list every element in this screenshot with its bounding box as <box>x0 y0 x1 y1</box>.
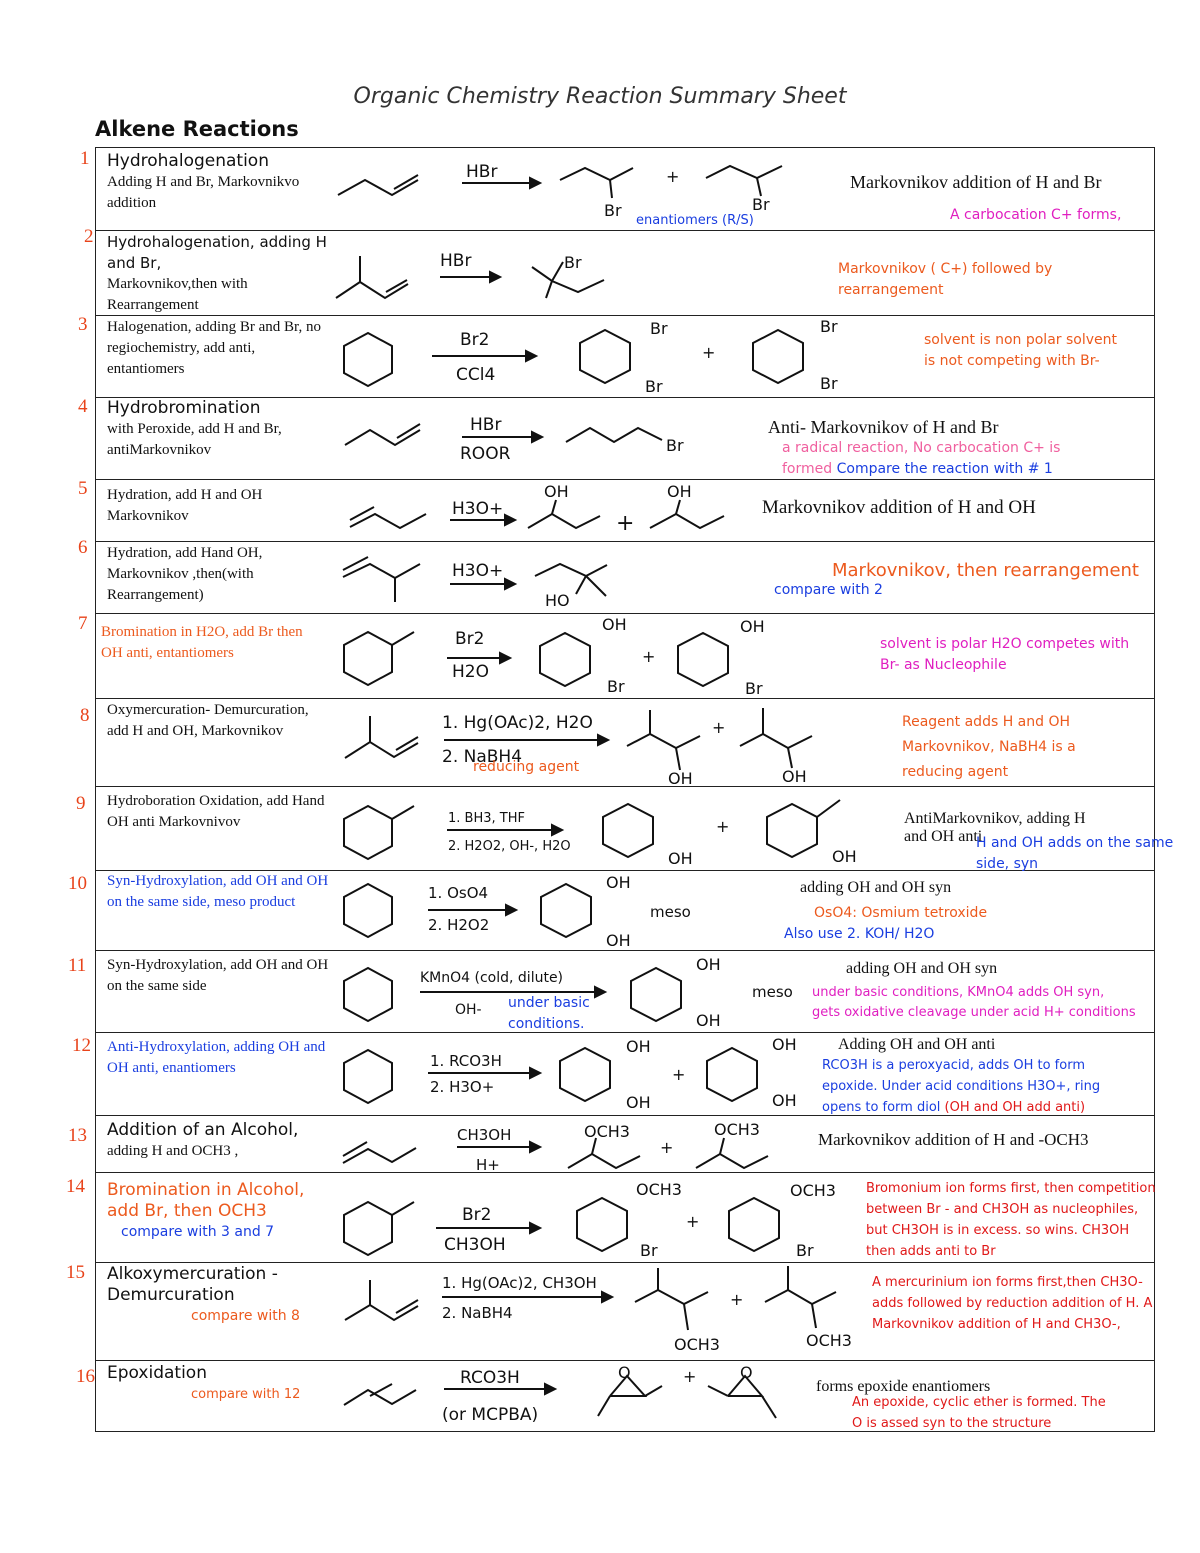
row-title: Addition of an Alcohol, <box>107 1120 299 1140</box>
svg-text:+: + <box>730 1290 744 1309</box>
svg-text:Br: Br <box>645 377 663 396</box>
row-note: Bromonium ion forms first, then competition between Br - and CH3OH as nucleophiles, but CH3OH is in excess. so wins. CH3OH then adds anti to Br <box>866 1181 1156 1259</box>
page-title: Organic Chemistry Reaction Summary Sheet <box>353 84 847 109</box>
reagent-label: RCO3H <box>460 1368 520 1388</box>
svg-text:+: + <box>666 167 680 186</box>
row-note <box>822 1055 1142 1118</box>
svg-text:OCH3: OCH3 <box>636 1180 682 1199</box>
reagent-label: Br2 <box>462 1205 492 1225</box>
row-note-compare: Compare the reaction with # 1 <box>836 461 1053 477</box>
svg-text:+: + <box>716 817 730 836</box>
svg-text:OCH3: OCH3 <box>790 1181 836 1200</box>
row-title: Hydrohalogenation, adding H and Br, <box>107 233 327 272</box>
reagent-label: CH3OH <box>444 1235 506 1255</box>
row-note: Markovnikov addition of H and OH <box>762 497 1036 518</box>
reagent-label: 1. Hg(OAc)2, H2O <box>442 713 593 733</box>
row-label: Halogenation, adding Br and Br, no regiochemistry, add anti, entantiomers <box>107 319 321 377</box>
reagent-label: 2. NaBH4 <box>442 747 523 767</box>
row-note: compare with 2 <box>774 582 883 598</box>
reagent-label: Br2 <box>455 629 485 649</box>
reagent-label: ROOR <box>460 444 511 464</box>
row-label: Anti-Hydroxylation, adding OH and OH anti, enantiomers <box>107 1039 326 1076</box>
svg-text:+: + <box>683 1367 697 1386</box>
reagent-label: H3O+ <box>452 561 504 581</box>
row-number: 7 <box>78 613 88 634</box>
svg-text:OH: OH <box>782 767 807 786</box>
svg-text:OH: OH <box>606 873 631 892</box>
reagent-label: 1. RCO3H <box>430 1052 502 1070</box>
reagent-label: HBr <box>440 251 472 271</box>
reagent-label: 1. BH3, THF <box>448 811 525 826</box>
svg-text:OCH3: OCH3 <box>584 1122 630 1141</box>
row-reagent-note: under basic conditions. <box>508 995 590 1032</box>
svg-text:OH: OH <box>606 931 631 950</box>
svg-text:OH: OH <box>832 847 857 866</box>
row-note: Markovnikov addition of H and Br <box>850 172 1102 192</box>
row-number: 6 <box>78 537 88 558</box>
row-number: 14 <box>66 1176 85 1197</box>
row-desc: with Peroxide, add H and Br, antiMarkovnikov <box>107 421 282 458</box>
svg-text:+: + <box>660 1138 674 1157</box>
svg-text:Br: Br <box>564 253 582 272</box>
row-title: Hydrohalogenation <box>107 151 269 171</box>
reagent-label: 2. H3O+ <box>430 1078 495 1096</box>
reagent-label: CH3OH <box>457 1126 512 1144</box>
row-number: 2 <box>84 226 94 247</box>
svg-text:Br: Br <box>796 1241 814 1260</box>
svg-text:+: + <box>686 1212 700 1231</box>
row-number: 8 <box>80 705 90 726</box>
row-note: solvent is polar H2O competes with Br- as Nucleophile <box>880 636 1130 673</box>
row-label <box>107 151 332 214</box>
svg-text:OH: OH <box>696 1011 721 1030</box>
svg-text:OH: OH <box>772 1035 797 1054</box>
product-note: meso <box>650 903 691 921</box>
row-title: Hydrobromination <box>107 398 261 418</box>
row-title: Alkoxymercuration -Demurcuration <box>107 1264 278 1305</box>
reagent-label: OH- <box>455 1002 482 1018</box>
svg-text:OCH3: OCH3 <box>806 1331 852 1350</box>
row-title: Bromination in Alcohol, add Br, then OCH3 <box>107 1180 305 1221</box>
svg-text:+: + <box>702 343 716 362</box>
row-number: 3 <box>78 314 88 335</box>
svg-text:OH: OH <box>772 1091 797 1110</box>
row-note-sub: a radical reaction, No carbocation C+ is formed <box>782 440 1061 477</box>
row-note: H and OH adds on the same side, syn <box>976 835 1174 872</box>
svg-text:+: + <box>672 1065 686 1084</box>
row-label <box>107 1363 332 1405</box>
row-label <box>107 232 332 316</box>
row-number: 16 <box>76 1366 95 1387</box>
row-label <box>107 1180 332 1243</box>
row-note: solvent is non polar solvent is not competing with Br- <box>924 332 1117 369</box>
reagent-label: HBr <box>470 415 502 435</box>
row-reagent-note: reducing agent <box>473 759 580 775</box>
row-label <box>107 1264 332 1327</box>
row-note-emph: (OH and OH add anti) <box>944 1100 1086 1115</box>
row-note: A mercurinium ion forms first,then CH3O- adds followed by reduction addition of H. A Markovnikov addition of H and CH3O-, <box>872 1275 1153 1332</box>
row-note: Adding OH and OH anti <box>838 1036 996 1053</box>
row-note: Markovnikov addition of H and -OCH3 <box>818 1130 1089 1149</box>
svg-text:Br: Br <box>640 1241 658 1260</box>
row-number: 12 <box>72 1035 91 1056</box>
row-note: AntiMarkovnikov, adding H and OH anti <box>904 810 1086 845</box>
row-compare-note: compare with 8 <box>191 1308 300 1324</box>
reagent-label: (or MCPBA) <box>442 1405 539 1425</box>
row-number: 1 <box>80 148 90 169</box>
svg-text:OH: OH <box>667 482 692 501</box>
row-label <box>107 398 332 461</box>
row-desc: adding H and OCH3 , <box>107 1143 239 1159</box>
svg-text:OCH3: OCH3 <box>714 1120 760 1139</box>
row-compare-note: compare with 12 <box>191 1387 301 1402</box>
row-note-sub: RCO3H is a peroxyacid, adds OH to form epoxide. Under acid conditions H3O+, ring opens to form diol <box>822 1058 1101 1115</box>
svg-text:O: O <box>618 1363 631 1382</box>
reagent-label: H3O+ <box>452 499 504 519</box>
row-number: 4 <box>78 396 88 417</box>
row-note: forms epoxide enantiomers <box>816 1378 991 1395</box>
reagent-label: CCl4 <box>456 365 496 385</box>
row-title: Epoxidation <box>107 1363 207 1383</box>
svg-text:OCH3: OCH3 <box>674 1335 720 1354</box>
reagent-label: KMnO4 (cold, dilute) <box>420 970 564 986</box>
row-note: Anti- Markovnikov of H and Br <box>768 417 999 437</box>
svg-text:+: + <box>712 718 726 737</box>
row-desc: Adding H and Br, Markovnikvo addition <box>107 174 300 211</box>
reagent-label: 2. H2O2 <box>428 916 490 934</box>
row-label: Hydration, add H and OH Markovnikov <box>107 487 263 524</box>
row-note: A carbocation C+ forms, <box>950 207 1122 223</box>
row-label: Oxymercuration- Demurcuration, add H and OH, Markovnikov <box>107 702 309 739</box>
svg-text:OH: OH <box>668 849 693 868</box>
product-note: meso <box>752 983 793 1001</box>
section-title: Alkene Reactions <box>95 117 299 141</box>
reagent-label: 2. NaBH4 <box>442 1304 513 1322</box>
svg-text:OH: OH <box>740 617 765 636</box>
row-label: Hydration, add Hand OH, Markovnikov ,then(with Rearrangement) <box>107 545 263 603</box>
row-note: adding OH and OH syn <box>846 960 998 977</box>
row-label: Syn-Hydroxylation, add OH and OH on the same side, meso product <box>107 873 329 910</box>
row-note: enantiomers (R/S) <box>636 213 754 228</box>
row-note: OsO4: Osmium tetroxide <box>814 905 988 921</box>
svg-text:OH: OH <box>626 1037 651 1056</box>
row-desc: Markovnikov,then with Rearrangement <box>107 276 248 313</box>
row-number: 9 <box>76 793 86 814</box>
svg-text:O: O <box>740 1363 753 1382</box>
row-label: Syn-Hydroxylation, add OH and OH on the same side <box>107 957 329 994</box>
svg-text:Br: Br <box>666 436 684 455</box>
row-number: 5 <box>78 478 88 499</box>
row-note: under basic conditions, KMnO4 adds OH syn, <box>812 985 1105 1000</box>
svg-text:OH: OH <box>668 769 693 788</box>
svg-text:OH: OH <box>544 482 569 501</box>
reagent-label: HBr <box>466 162 498 182</box>
svg-text:Br: Br <box>820 374 838 393</box>
reagent-label: 2. H2O2, OH-, H2O <box>448 839 571 854</box>
reagent-label: H2O <box>452 662 489 682</box>
row-number: 11 <box>68 955 87 976</box>
svg-text:Br: Br <box>604 201 622 220</box>
svg-text:Br: Br <box>752 195 770 214</box>
svg-text:Br: Br <box>820 317 838 336</box>
svg-text:OH: OH <box>696 955 721 974</box>
svg-text:OH: OH <box>626 1093 651 1112</box>
reagent-label: 1. Hg(OAc)2, CH3OH <box>442 1274 597 1292</box>
row-note: adding OH and OH syn <box>800 879 952 896</box>
svg-text:+: + <box>642 647 656 666</box>
reagent-label: 1. OsO4 <box>428 884 489 902</box>
reagent-label: Br2 <box>460 330 490 350</box>
svg-text:Br: Br <box>607 677 625 696</box>
svg-text:+: + <box>616 511 635 536</box>
row-note: An epoxide, cyclic ether is formed. The O is assed syn to the structure <box>852 1395 1106 1431</box>
svg-text:OH: OH <box>602 615 627 634</box>
svg-text:Br: Br <box>650 319 668 338</box>
row-label <box>107 1120 332 1162</box>
row-note: gets oxidative cleavage under acid H+ conditions <box>812 1005 1136 1020</box>
row-number: 10 <box>68 873 87 894</box>
svg-text:Br: Br <box>745 679 763 698</box>
row-note: Reagent adds H and OH Markovnikov, NaBH4 is a reducing agent <box>902 714 1076 780</box>
reagent-label: H+ <box>476 1156 500 1174</box>
row-number: 13 <box>68 1125 87 1146</box>
svg-text:HO: HO <box>545 591 570 610</box>
row-label: Hydroboration Oxidation, add Hand OH anti Markovnivov <box>107 793 325 830</box>
row-note: Also use 2. KOH/ H2O <box>784 926 935 942</box>
row-note <box>782 438 1112 480</box>
row-note: Markovnikov, then rearrangement <box>832 560 1139 581</box>
row-note: Markovnikov ( C+) followed by rearrangement <box>838 261 1053 298</box>
row-number: 15 <box>66 1262 85 1283</box>
row-compare-note: compare with 3 and 7 <box>121 1224 275 1240</box>
row-label: Bromination in H2O, add Br then OH anti, entantiomers <box>101 624 303 661</box>
